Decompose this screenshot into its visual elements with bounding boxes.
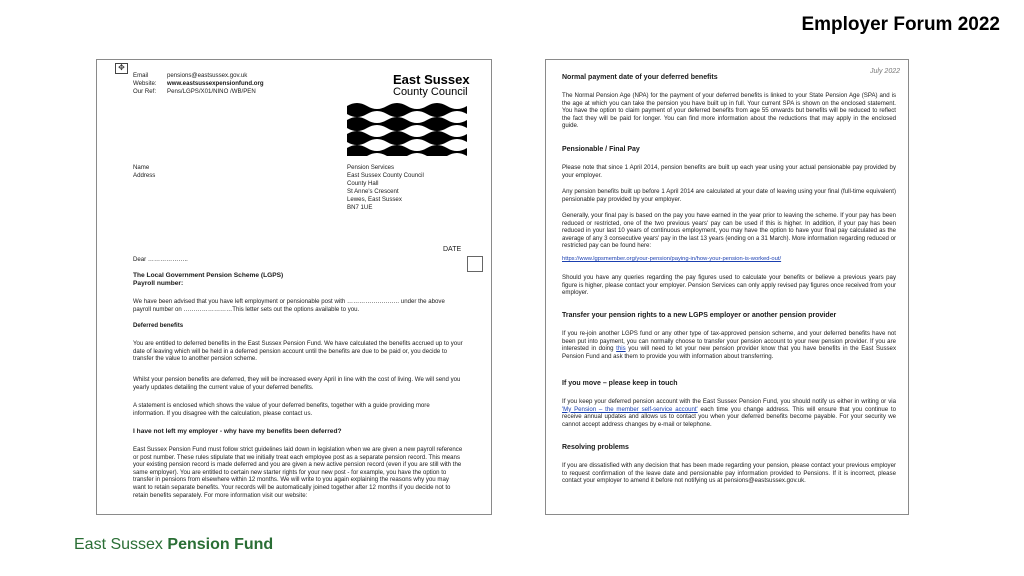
pay-info-link[interactable]: https://www.lgpsmember.org/your-pension/paying-in/how-your-pension-is-worked-out/	[562, 256, 782, 262]
move-paragraph: If you keep your deferred pension account with the East Sussex Pension Fund, you should notify us either in writing or via 'My Pension – the member self-service account' each time you change address. This will ensure that you continue to receive annual updates and allows us to contact you when your deferred benefits become payable. For your security we cannot accept address changes by e-mail or telephone.	[562, 398, 896, 428]
recipient-name-label: Name	[133, 164, 150, 171]
payroll-heading: Payroll number:	[133, 280, 184, 287]
deferred-paragraph: A statement is enclosed which shows the value of your deferred benefits, together with a guide providing more information. If you disagree with the calculation, please contact us.	[133, 402, 430, 417]
council-logo-subtitle: County Council	[393, 86, 468, 98]
transfer-heading: Transfer your pension rights to a new LGPS employer or another pension provider	[562, 312, 837, 319]
sender-address-line: St Anne's Crescent	[347, 188, 399, 195]
salutation: Dear ………………..	[133, 256, 188, 263]
resolve-paragraph: If you are dissatisfied with any decision that has been made regarding your pension, please contact your previous employer to request confirmation of the leave date and pensionable pay information provided to Pensions. If it is incorrect, please contact your employer to amend it before not notifying us at pensions@eastsussex.gov.uk.	[562, 462, 896, 485]
not-left-paragraph: East Sussex Pension Fund must follow strict guidelines laid down in legislation when we are given a new payroll reference or post number. These rules stipulate that we initially treat each employee post as a separate pension record. This means your existing pension record is made deferred and you are given a new active pension record (even if you are still with the same employer). You are entitled to certain new starter rights for your new post - for example, you have the option to transfer in pensions from elsewhere within 12 months. We will write to you again explaining the reasons why you may want to retain separate benefits. Your records will be automatically joined together after 12 months if you decide not to retain benefits separately. For more information visit our website:	[133, 446, 463, 499]
pay-paragraph: Please note that since 1 April 2014, pension benefits are built up each year using your actual pensionable pay provided by your employer.	[562, 164, 896, 179]
slide-title: Employer Forum 2022	[801, 14, 1000, 35]
pay-heading: Pensionable / Final Pay	[562, 146, 640, 153]
ref-value: Pens/LGPS/X01/NINO /WB/PEN	[167, 88, 256, 95]
move-heading: If you move – please keep in touch	[562, 380, 678, 387]
my-pension-link[interactable]: 'My Pension – the member self-service account'	[562, 405, 698, 413]
letter-heading: The Local Government Pension Scheme (LGPS)	[133, 272, 284, 279]
sender-address-line: Pension Services	[347, 164, 395, 171]
website-label: Website:	[133, 80, 157, 87]
pension-fund-logo	[74, 536, 273, 554]
email-value: pensions@eastsussex.gov.uk	[167, 72, 248, 79]
ref-label: Our Ref:	[133, 88, 157, 95]
letter-page-1	[96, 59, 492, 515]
recipient-address-label: Address	[133, 172, 156, 179]
intro-paragraph: We have been advised that you have left employment or pensionable post with …………………….. under the above payroll number on ……………………This letter sets out the options available to you.	[133, 298, 445, 313]
move-handle-icon[interactable]: ✥	[115, 63, 128, 74]
deferred-heading: Deferred benefits	[133, 322, 184, 329]
pay-paragraph: Generally, your final pay is based on the pay you have earned in the year prior to leaving the scheme. If your pay has been reduced or restricted, one of the two previous years' pay can be used if this is higher. In addition, if your pay has been reduced in your last 10 years of continuous employment, you may have the option to have your final pay calculated as the average of any 3 consecutive years' pay in the last 13 years (ending on a 31 March). More information regarding reduced or restricted pay can be found here:	[562, 212, 896, 250]
council-logo-title: East Sussex	[393, 72, 470, 87]
npd-paragraph: The Normal Pension Age (NPA) for the payment of your deferred benefits is linked to your State Pension Age (SPA) and is the age at which you can take the pension you have built up in full. Your current SPA is shown on the enclosed statement. You have the option to claim payment of your deferred benefits from age 55 onwards but benefits will be reduced to reflect the fact they will be paid for longer. You can find more information about the reductions that may apply in the enclosed guide.	[562, 92, 896, 130]
not-left-heading: I have not left my employer - why have my benefits been deferred?	[133, 428, 342, 435]
sender-address-line: County Hall	[347, 180, 379, 187]
transfer-paragraph: If you re-join another LGPS fund or any other type of tax-approved pension scheme, and your deferred benefits have not been put into payment, you can normally choose to transfer your pension account to your new pension provider. If you are interested in doing this you will need to let your new pension provider know that you have benefits in the East Sussex Pension Fund and ask them to provide you with information about transferring.	[562, 330, 896, 360]
sender-address-line: BN7 1UE	[347, 204, 373, 211]
deferred-paragraph: Whilst your pension benefits are deferred, they will be increased every April in line with the cost of living. We will send you yearly updates detailing the current value of your deferred benefits.	[133, 376, 461, 391]
date-label: DATE	[443, 246, 462, 253]
date-checkbox[interactable]	[467, 256, 483, 272]
footer-org-prefix: East Sussex	[74, 536, 163, 553]
resolve-heading: Resolving problems	[562, 444, 629, 451]
transfer-link[interactable]: this	[616, 345, 626, 353]
website-value: www.eastsussexpensionfund.org	[167, 80, 264, 87]
deferred-paragraph: You are entitled to deferred benefits in the East Sussex Pension Fund. We have calculated the benefits accrued up to your date of leaving which will be held in a deferred pension account until the benefits are due to be paid or, you decide to transfer the value to another pension scheme.	[133, 340, 463, 363]
council-waves-logo-icon	[347, 100, 467, 156]
pay-paragraph: Should you have any queries regarding the pay figures used to calculate your benefits or believe a previous years pay figure is higher, please contact your employer. Pension Services can only apply revised pay figures once received from your employer.	[562, 274, 896, 297]
footer-org-name: Pension Fund	[167, 536, 274, 553]
letter-page-2	[545, 59, 909, 515]
sender-address-line: Lewes, East Sussex	[347, 196, 402, 203]
page-date: July 2022	[870, 68, 900, 75]
sender-address-line: East Sussex County Council	[347, 172, 424, 179]
npd-heading: Normal payment date of your deferred benefits	[562, 74, 718, 81]
pay-paragraph: Any pension benefits built up before 1 April 2014 are calculated at your date of leaving using your final (full-time equivalent) pensionable pay provided by your employer.	[562, 188, 896, 203]
email-label: Email	[133, 72, 149, 79]
